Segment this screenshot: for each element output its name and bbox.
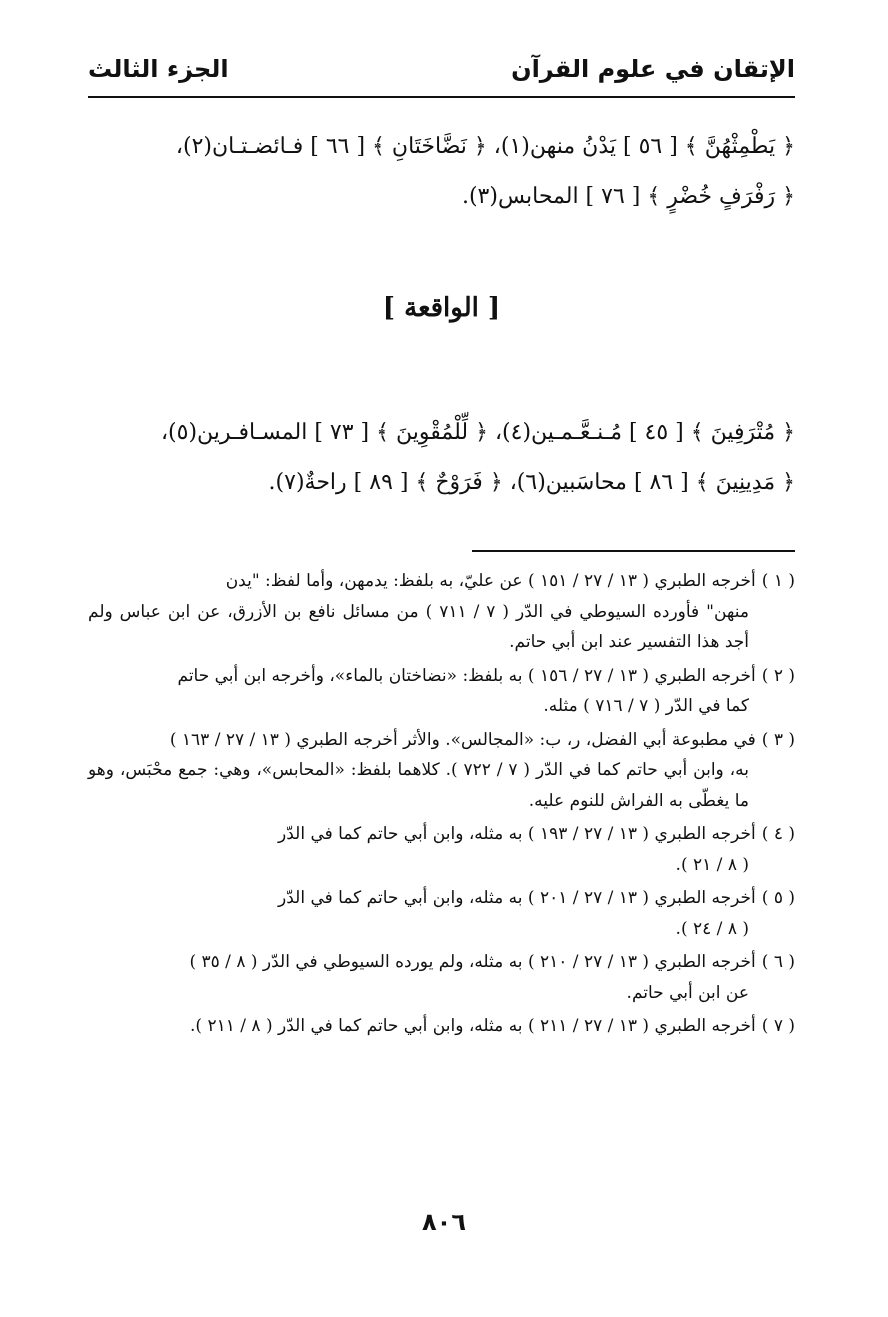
footnote-number: ( ٤ ) [761, 824, 795, 844]
book-title: الإتقان في علوم القرآن [511, 55, 795, 83]
header-divider [88, 96, 795, 98]
footnote [88, 883, 795, 944]
footnote-text: أخرجه الطبري ( ١٣ / ٢٧ / ٢١١ ) به مثله، وابن أبي حاتم كما في الدّر ( ٨ / ٢١١ ). [190, 1016, 756, 1036]
footnote [88, 566, 795, 658]
footnote [88, 947, 795, 1008]
footnote-continuation: ( ٨ / ٢٤ ). [675, 918, 749, 939]
footnote-divider [472, 550, 795, 552]
footnote-number: ( ٥ ) [761, 888, 795, 908]
footnote-number: ( ١ ) [761, 571, 795, 591]
footnote-text: أخرجه الطبري ( ١٣ / ٢٧ / ١٥٦ ) به بلفظ: «نضاختان بالماء»، وأخرجه ابن أبي حاتم [177, 665, 756, 686]
footnote [88, 661, 795, 722]
body-line: ﴿ يَطْمِثْهُنَّ ﴾ [ ٥٦ ] يَدْنُ منهن(١)، ﴿ نَضَّاخَتَانِ ﴾ [ ٦٦ ] فـائضـتـان(٢)، [175, 134, 795, 159]
footnote [88, 725, 795, 817]
footnote-continuation: به، وابن أبي حاتم كما في الدّر ( ٧ / ٧٢٢ ). كلاهما بلفظ: «المحابس»، وهي: جمع محْبَس، وهو ما يغطّى به الفراش للنوم عليه. [88, 760, 749, 811]
surah-heading: [ الواقعة ] [382, 293, 501, 323]
footnote-continuation: ( ٨ / ٢١ ). [675, 854, 749, 875]
footnote-text: أخرجه الطبري ( ١٣ / ٢٧ / ٢١٠ ) به مثله، ولم يورده السيوطي في الدّر ( ٨ / ٣٥ ) [189, 952, 756, 972]
body-line: ﴿ مُتْرَفِينَ ﴾ [ ٤٥ ] مُـنـعَّـمـين(٤)، ﴿ لِّلْمُقْوِينَ ﴾ [ ٧٣ ] المسـافـرين(٥)، [160, 420, 795, 445]
body-block-waqiah [88, 408, 795, 508]
footnote-text: أخرجه الطبري ( ١٣ / ٢٧ / ١٩٣ ) به مثله، وابن أبي حاتم كما في الدّر [278, 824, 756, 844]
body-line: ﴿ مَدِينِينَ ﴾ [ ٨٦ ] محاسَبين(٦)، ﴿ فَرَوْحٌ ﴾ [ ٨٩ ] راحةٌ(٧). [268, 470, 795, 495]
footnote-continuation: عن ابن أبي حاتم. [626, 982, 749, 1003]
footnotes [88, 566, 795, 1045]
footnote-number: ( ٧ ) [761, 1016, 795, 1036]
body-line: ﴿ رَفْرَفٍ خُضْرٍ ﴾ [ ٧٦ ] المحابس(٣). [461, 184, 795, 209]
footnote-text: أخرجه الطبري ( ١٣ / ٢٧ / ٢٠١ ) به مثله، وابن أبي حاتم كما في الدّر [278, 888, 756, 908]
footnote [88, 819, 795, 880]
part-label: الجزء الثالث [88, 55, 229, 83]
footnote-continuation: كما في الدّر ( ٧ / ٧١٦ ) مثله. [543, 696, 749, 716]
footnote-number: ( ٢ ) [761, 665, 795, 686]
footnote-number: ( ٣ ) [761, 729, 795, 750]
page-number: ٨٠٦ [422, 1208, 466, 1236]
footnote-continuation: منهن" فأورده السيوطي في الدّر ( ٧ / ٧١١ ) من مسائل نافع بن الأزرق، عن ابن عباس ولم أجد هذا التفسير عند ابن أبي حاتم. [88, 601, 749, 652]
footnote [88, 1011, 795, 1042]
body-block-rahman [88, 122, 795, 222]
footnote-text: في مطبوعة أبي الفضل، ر، ب: «المجالس». والأثر أخرجه الطبري ( ١٣ / ٢٧ / ١٦٣ ) [169, 729, 756, 750]
footnote-number: ( ٦ ) [761, 952, 795, 972]
footnote-text: أخرجه الطبري ( ١٣ / ٢٧ / ١٥١ ) عن عليّ، به بلفظ: يدمهن، وأما لفظ: "يدن [225, 571, 756, 591]
running-header [88, 46, 795, 96]
